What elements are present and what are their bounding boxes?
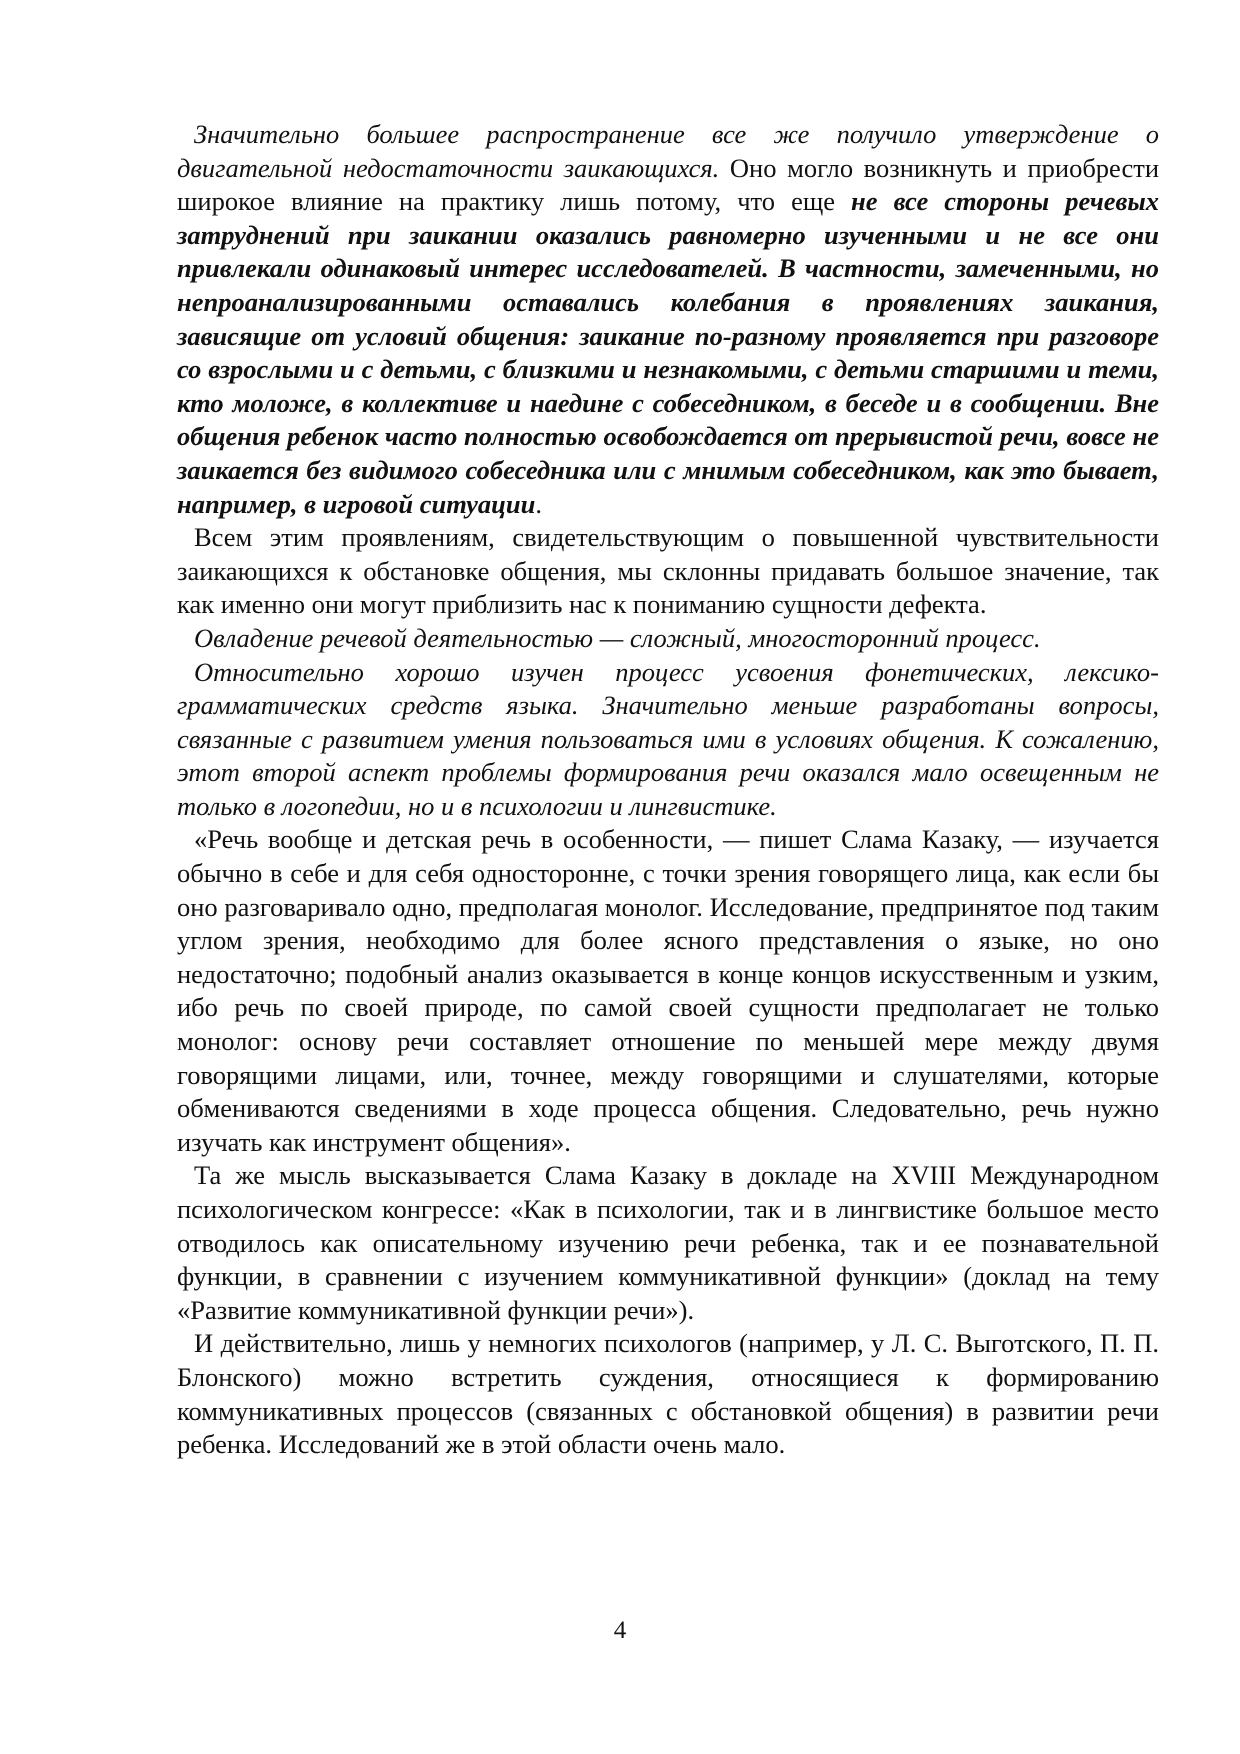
text-normal: .	[535, 488, 542, 519]
paragraph-3	[177, 622, 1159, 656]
paragraph-5	[177, 823, 1159, 1159]
paragraph-7	[177, 1327, 1159, 1461]
text-normal: «Речь вообще и детская речь в особенности, — пишет Слама Казаку, — изучается обычно в себе и для себя односторонне, с точки зрения говорящего лица, как если бы оно разговаривало одно, предполагая монолог. Исследование, предпринятое под таким углом зрения, необходимо для более ясного представления о языке, но оно недостаточно; подобный анализ оказывается в конце концов искусственным и узким, ибо речь по своей природе, по самой своей сущности предполагает не только монолог: основу речи составляет отношение по меньшей мере между двумя говорящими лицами, или, точнее, между говорящими и слушателями, которые обмениваются сведениями в ходе процесса общения. Следовательно, речь нужно изучать как инструмент общения».	[177, 824, 1159, 1157]
text-normal: Та же мысль высказывается Слама Казаку в докладе на XVIII Международном психологическом конгрессе: «Как в психологии, так и в лингвистике большое место отводилось как описательному изучению речи ребенка, так и ее познавательной функции, в сравнении с изучением коммуникативной функции» (доклад на тему «Развитие коммуникативной функции речи»).	[177, 1160, 1159, 1325]
paragraph-2	[177, 521, 1159, 622]
text-normal: Оно могло возникнуть и приобрести широкое влияние на практику лишь потому, что еще	[177, 152, 1159, 217]
text-bold-italic: не все стороны речевых затруднений при заикании оказались равномерно изученными и не все они привлекали одинаковый интерес исследователей. В частности, замеченными, но непроанализированными оставались колебания в проявлениях заикания, зависящие от условий общения: заикание по-разному проявляется при разговоре со взрослыми и с детьми, с близкими и незнакомыми, с детьми старшими и теми, кто моложе, в коллективе и наедине с собеседником, в беседе и в сообщении. Вне общения ребенок часто полностью освобождается от прерывистой речи, вовсе не заикается без видимого собеседника или с мнимым собеседником, как это бывает, например, в игровой ситуации	[177, 186, 1159, 519]
text-normal: И действительно, лишь у немногих психологов (например, у Л. С. Выготского, П. П. Блонского) можно встретить суждения, относящиеся к формированию коммуникативных процессов (связанных с обстановкой общения) в развитии речи ребенка. Исследований же в этой области очень мало.	[177, 1328, 1159, 1460]
text-italic: Овладение речевой деятельностью — сложный, многосторонний процесс.	[194, 622, 1041, 653]
paragraph-6	[177, 1159, 1159, 1327]
page-number: 4	[613, 1617, 627, 1644]
text-italic: Значительно большее распространение все же получило утверждение о двигательной недостаточности заикающихся.	[177, 119, 1159, 183]
text-italic: Относительно хорошо изучен процесс усвоения фонетических, лексико-грамматических средств языка. Значительно меньше разработаны вопросы, связанные с развитием умения пользоваться ими в условиях общения. К сожалению, этот второй аспект проблемы формирования речи оказался мало освещенным не только в логопедии, но и в психологии и лингвистике.	[177, 656, 1159, 821]
text-normal: Всем этим проявлениям, свидетельствующим о повышенной чувствительности заикающихся к обстановке общения, мы склонны придавать большое значение, так как именно они могут приблизить нас к пониманию сущности дефекта.	[177, 522, 1159, 620]
document-page	[177, 118, 1159, 1462]
paragraph-4	[177, 656, 1159, 824]
paragraph-1	[177, 118, 1159, 521]
